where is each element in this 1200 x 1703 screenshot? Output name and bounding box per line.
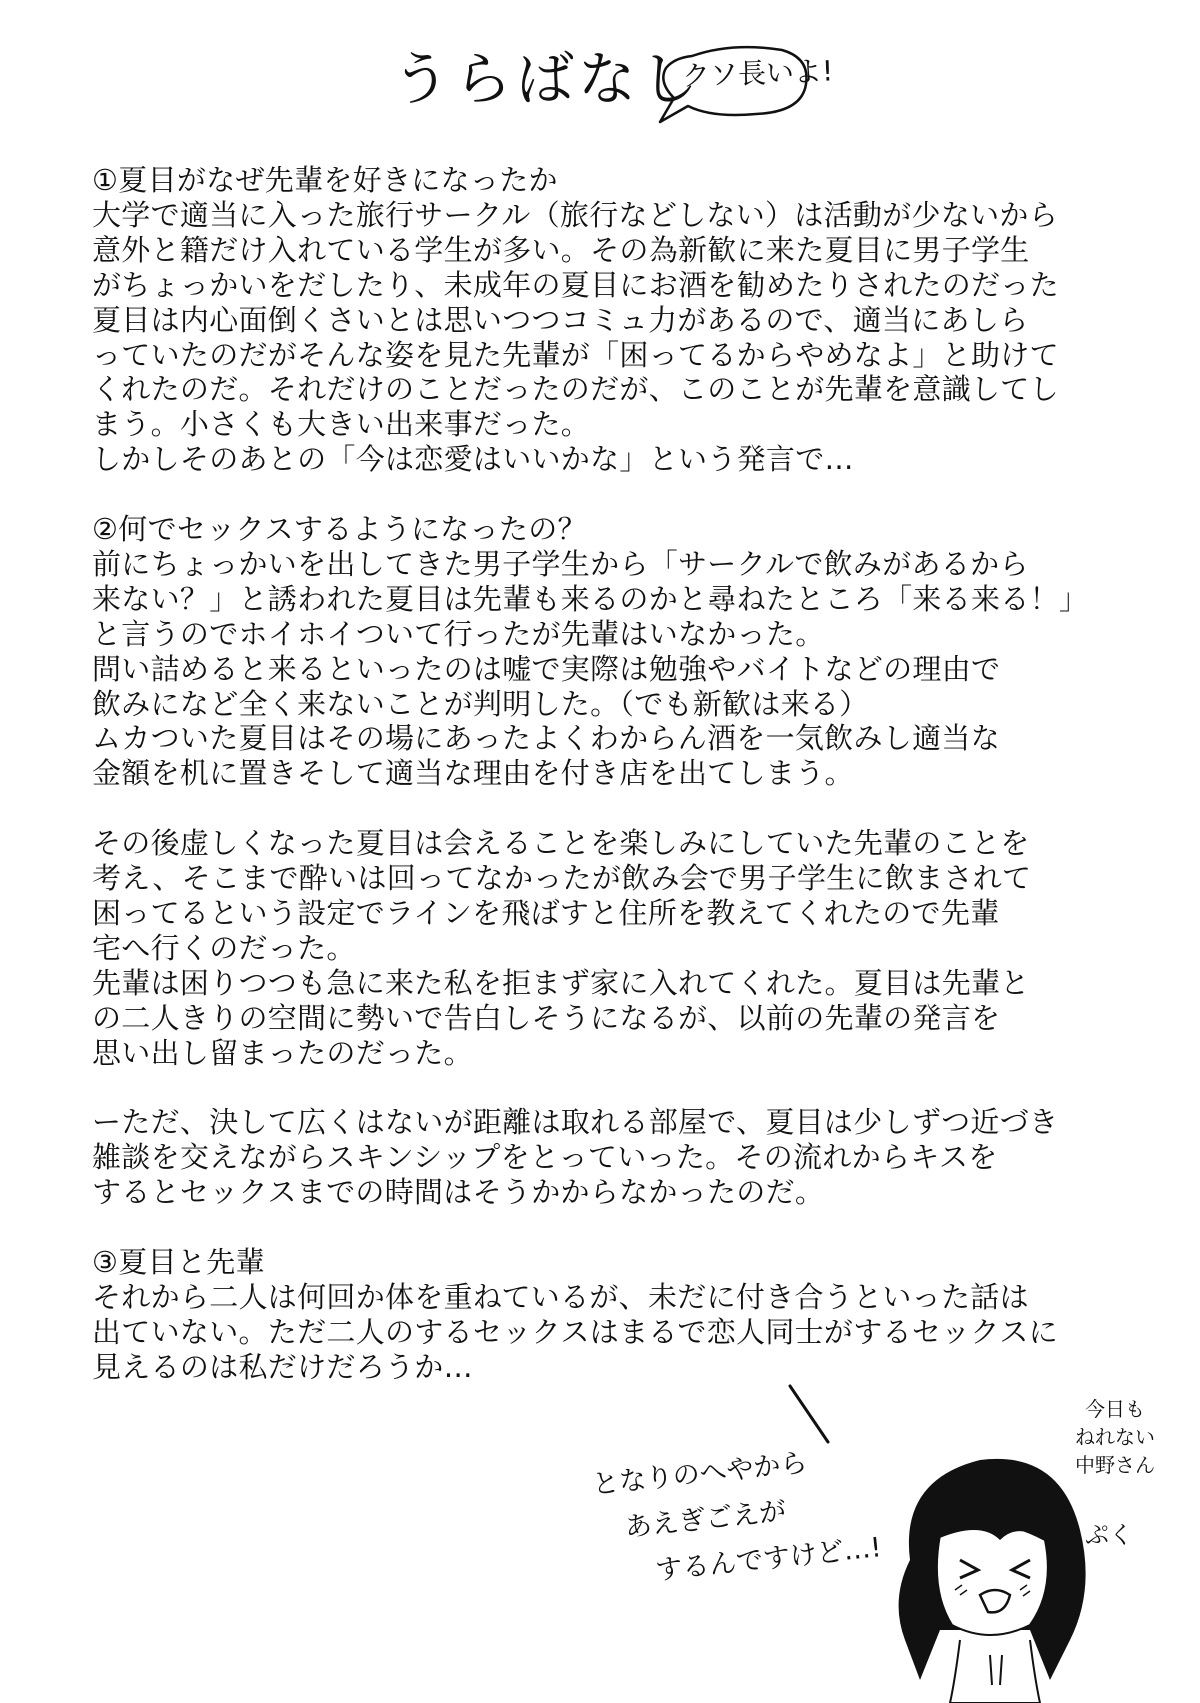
handwritten-note xyxy=(590,1434,884,1601)
section-heading: ②何でセックスするようになったの？ xyxy=(92,512,587,547)
text-line: っていたのだがそんな姿を見た先輩が「困ってるからやめなよ」と助けて xyxy=(92,337,1059,372)
text-line: 夏目は内心面倒くさいとは思いつつコミュ力があるので、適当にあしら xyxy=(92,302,1029,337)
text-line: ムカついた夏目はその場にあったよくわからん酒を一気飲みし適当な xyxy=(92,721,1001,756)
text-line: 飲みになど全く来ないことが判明した。（でも新歓は来る） xyxy=(92,686,869,721)
text-line: 思い出し留まったのだった。 xyxy=(92,1035,473,1070)
character-illustration xyxy=(880,1440,1100,1703)
text-line: の二人きりの空間に勢いで告白しそうになるが、以前の先輩の発言を xyxy=(92,1000,1001,1035)
text-line: 前にちょっかいを出してきた男子学生から「サークルで飲みがあるから xyxy=(92,546,1029,581)
emphasis-stroke xyxy=(780,1380,840,1450)
section-heading: ③夏目と先輩 xyxy=(92,1245,265,1280)
text-line: その後虚しくなった夏目は会えることを楽しみにしていた先輩のことを xyxy=(92,826,1030,861)
text-line: 意外と籍だけ入れている学生が多い。その為新歓に来た夏目に男子学生 xyxy=(92,232,1030,267)
section-heading: ①夏目がなぜ先輩を好きになったか xyxy=(92,163,558,197)
speech-bubble-text: クソ長いよ! xyxy=(681,54,834,93)
character-label-line: ねれない xyxy=(1075,1425,1155,1449)
story-body xyxy=(92,163,1122,1420)
character-label-line: 中野さん xyxy=(1075,1453,1155,1477)
text-line: 考え、そこまで酔いは回ってなかったが飲み会で男子学生に飲まされて xyxy=(92,861,1032,896)
text-line: まう。小さくも大きい出来事だった。 xyxy=(92,407,591,442)
text-line: がちょっかいをだしたり、未成年の夏目にお酒を勧めたりされたのだった xyxy=(92,267,1059,302)
character-label-line: 今日も xyxy=(1085,1397,1145,1421)
section-4 xyxy=(92,1105,1122,1210)
text-line: 困ってるという設定でラインを飛ばすと住所を教えてくれたので先輩 xyxy=(92,896,1000,930)
text-line: 見えるのは私だけだろうか… xyxy=(92,1349,473,1384)
note-line: となりのへやから xyxy=(590,1447,809,1501)
section-3 xyxy=(92,826,1122,1070)
text-line: しかしそのあとの「今は恋愛はいいかな」という発言で… xyxy=(92,442,854,477)
text-line: 金額を机に置きそして適当な理由を付き店を出てしまう。 xyxy=(92,756,854,791)
sound-effect: ぷく xyxy=(1085,1521,1133,1549)
text-line: 先輩は困りつつも急に来た私を拒まず家に入れてくれた。夏目は先輩と xyxy=(92,965,1030,1000)
text-line: ーただ、決して広くはないが距離は取れる部屋で、夏目は少しずつ近づき xyxy=(92,1105,1059,1140)
text-line: 問い詰めると来るといったのは嘘で実際は勉強やバイトなどの理由で xyxy=(92,651,1001,686)
text-line: 来ない？」と誘われた夏目は先輩も来るのかと尋ねたところ「来る来る！」 xyxy=(92,581,1089,616)
text-line: それから二人は何回か体を重ねているが、未だに付き合うといった話は xyxy=(92,1279,1029,1314)
text-line: 大学で適当に入った旅行サークル（旅行などしない）は活動が少ないから xyxy=(92,197,1059,232)
text-line: 出ていない。ただ二人のするセックスはまるで恋人同士がするセックスに xyxy=(92,1314,1059,1349)
text-line: 雑談を交えながらスキンシップをとっていった。その流れからキスを xyxy=(92,1140,998,1175)
text-line: と言うのでホイホイついて行ったが先輩はいなかった。 xyxy=(92,616,825,651)
text-line: くれたのだ。それだけのことだったのだが、このことが先輩を意識してし xyxy=(92,372,1059,407)
note-line: あえぎごえが xyxy=(623,1495,788,1544)
section-5 xyxy=(92,1245,1122,1385)
page-title: うらばなし xyxy=(392,45,703,113)
text-line: するとセックスまでの時間はそうかからなかったのだ。 xyxy=(92,1175,825,1210)
text-line: 宅へ行くのだった。 xyxy=(92,930,356,965)
section-1 xyxy=(92,163,1122,477)
section-2 xyxy=(92,512,1122,791)
note-line: するんですけど…! xyxy=(654,1532,883,1587)
